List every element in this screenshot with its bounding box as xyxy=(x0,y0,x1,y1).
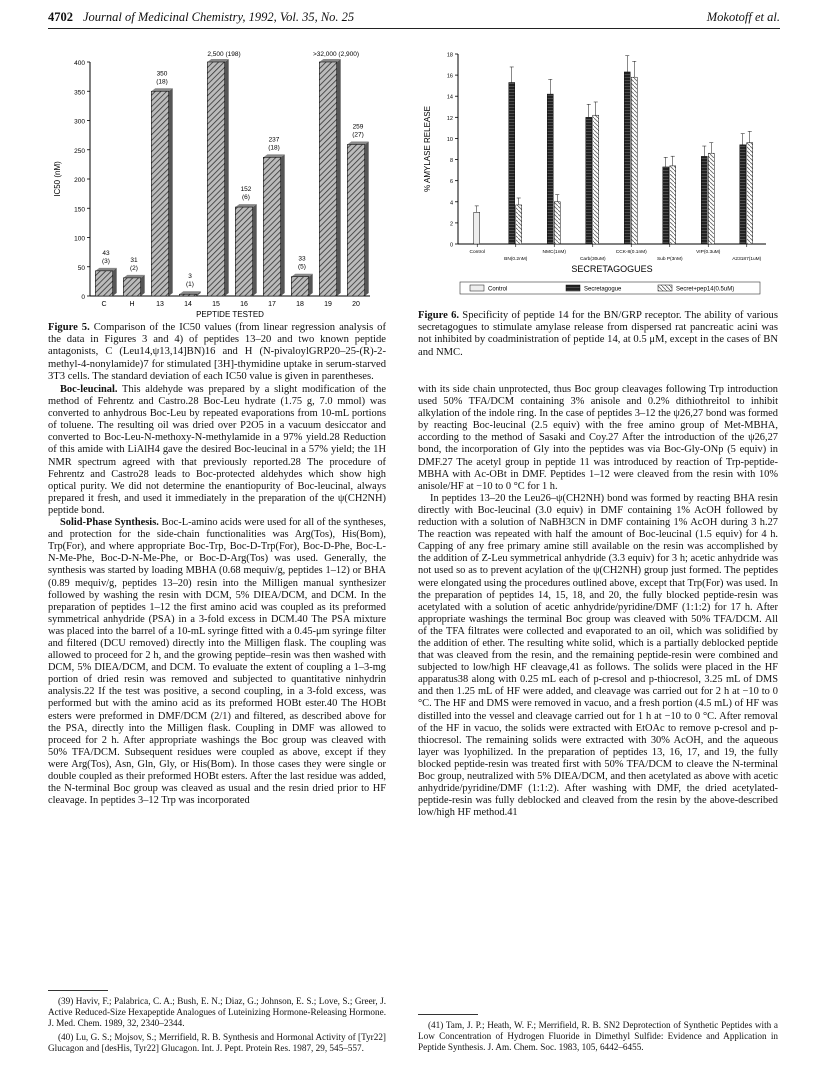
solid-phase-paragraph xyxy=(48,517,386,807)
figure-5-svg xyxy=(48,34,378,319)
x-tick-label: H xyxy=(129,301,135,308)
figure-6-caption xyxy=(418,310,778,359)
footnote-rule-right xyxy=(418,1014,478,1015)
bar-value-label: 259 xyxy=(352,123,364,131)
right-paragraph-2: In peptides 13–20 the Leu26–ψ(CH2NH) bond was formed by reacting BHA resin directly with Boc-leucinal (3.0 equiv) in DMF containing 1% AcOH followed by reduction with a solution of NaBH3CN in DMF containing 1% AcOH during 3 h.27 The reaction was repeated with half the amount of Boc-leucinal (1.5 equiv) for 4 h. Capping of any free primary amine still available on the resin was accomplished by the addition of Z-Leu symmetrical anhydride (3.3 equiv) for 3 h; acetic anhydride was not used so as to prevent acylation of the ψ(CH2NH) group just formed. The peptides were elongated using the procedures outlined above, except that Trp(For) was used. In the preparation of peptides 14, 15, 18, and 20, the fully blocked peptide-resin was acetylated with a solution of acetic anhydride/pyridine/DMF (1:1:2) for 17 h. After appropriate washings the terminal Boc group was cleaved with 50% TFA/DCM. All of the TFA filtrates were collected and evaporated to an oil, which was solidified by the addition of ether. The resulting white solid, which is a partially deblocked peptide that was cleaved from the resin, and the remaining peptide-resin were combined and subjected to low/high HF cleavage,41 as follows. The solids were placed in the HF apparatus38 along with 0.25 mL each of p-cresol and p-thiocresol, 3.25 mL of DMS and then 1.25 mL of HF were added, and cleavage was carried out for 2 h at −10 to 0 °C. The HF and DMS were removed in vacuo, and a fresh portion (4.5 mL) of HF was distilled into the vessel and cleavage carried out for 1 h at −10 to 0 °C. After removal of the HF in vacuo, the solids were extracted with EtOAc to remove p-cresol and p-thiocresol. The remaining solids were extracted with 30% AcOH, and the aqueous layer was lyophilized. In the preparation of peptides 13, 16, 17, and 19, the fully blocked peptide-resin was treated first with 50% TFA/DCM to cleave the N-terminal Boc group, neutralized with 5% DIEA/DCM, and then acetylated as above with acetic anhydride/pyridine/DMF (1:1:2). After washing with DMF, the dried acetylated-peptide-resin was fully deblocked and cleaved from the resin by the above-described low/high HF method.41 xyxy=(418,492,778,819)
bar xyxy=(747,143,753,244)
legend-label: Secretagogue xyxy=(584,286,622,293)
y-tick-label: 0 xyxy=(449,242,453,249)
x-tick-label: VIP(0.3uM) xyxy=(696,250,721,255)
bar-sd-label: (2) xyxy=(130,264,138,272)
figure-6-chart xyxy=(418,34,778,306)
bar-side xyxy=(169,88,173,296)
y-tick-label: 300 xyxy=(74,118,85,126)
figure-5-caption xyxy=(48,322,386,383)
y-tick-label: 150 xyxy=(74,206,85,214)
bar-sd-label: (18) xyxy=(156,78,168,86)
bar xyxy=(708,153,714,244)
bar-sd-label: (6) xyxy=(242,194,250,202)
bar-side xyxy=(337,59,341,296)
x-tick-label: 17 xyxy=(268,301,276,308)
y-tick-label: 0 xyxy=(81,294,85,301)
journal-citation: Journal of Medicinal Chemistry, 1992, Vol. 35, No. 25 xyxy=(83,10,355,24)
bar xyxy=(516,205,522,244)
bar-value-label: 237 xyxy=(268,136,280,144)
bar-side xyxy=(281,154,285,296)
y-tick-label: 16 xyxy=(446,73,453,80)
footnotes-left xyxy=(48,996,386,1057)
y-tick-label: 8 xyxy=(449,158,453,165)
bar-value-label: 350 xyxy=(156,70,168,78)
boc-leucinal-paragraph xyxy=(48,384,386,517)
bar xyxy=(235,207,252,296)
legend-swatch xyxy=(470,285,484,291)
page-number: 4702 xyxy=(48,10,73,24)
legend-swatch xyxy=(566,285,580,291)
figure-6-svg xyxy=(418,34,778,306)
bar-sd-label: (1) xyxy=(186,281,194,289)
bar-value-label: 43 xyxy=(102,249,110,257)
legend-label: Secret+pep14(0.5uM) xyxy=(676,286,735,293)
x-tick-label: 16 xyxy=(240,301,248,308)
footnote-40: (40) Lu, G. S.; Mojsov, S.; Merrifield, R. B. Synthesis and Hormonal Activity of [Tyr22] Glucagon and [desHis, Tyr22] Glucagon. Int. J. Pept. Protein Res. 1987, 29, 545–557. xyxy=(48,1032,386,1053)
figure-5-chart xyxy=(48,34,378,319)
bar xyxy=(95,271,112,296)
bar xyxy=(123,278,140,296)
x-tick-label: NMC(1nM) xyxy=(542,250,566,255)
footnote-39: (39) Haviv, F.; Palabrica, C. A.; Bush, E. N.; Diaz, G.; Johnson, E. S.; Love, S.; Greer, J. Active Reduced-Size Hexapeptide Analogues of Luteinizing Hormone-Releasing Hormone. J. Med. Chem. 1989, 32, 2340–2344. xyxy=(48,996,386,1028)
bar-value-label: 152 xyxy=(240,186,252,194)
bar xyxy=(554,202,560,244)
y-axis-title: IC50 (nM) xyxy=(53,161,62,197)
solid-phase-text: Boc-L-amino acids were used for all of the syntheses, and protection for the side-chain functionalities was Arg(Tos), His(Bom), Trp(For), and where appropriate Boc-Trp, Boc-D-Trp(For), Boc-D-Phe, Boc-L-N-Me-Phe, Boc-D-N-Me-Phe, or Boc-D-Arg(Tos) was used. Generally, the synthesis was started by loading MBHA (0.68 mequiv/g, peptides 1–12) or BHA (0.89 mequiv/g, peptides 13–20) resin into the Milligen manual synthesizer followed by washing the resin with DCM, 5% DIEA/DCM, and DCM. In the preparation of peptides 1–12 the first amino acid was coupled as its preformed symmetrical anhydride (PSA) in a 3-fold excess in DCM.40 The PSA mixture was placed into the barrel of a 10-mL syringe fitted with a 0.45-μm syringe filter and filtered (DCU removed) directly into the Milligen flask. The coupling was allowed to proceed for 2 h, and the growing peptide–resin was then washed with DCM, 5% DIEA/DCM, and DCM. To evaluate the extent of coupling a 1–3-mg portion of dried resin was removed and subjected to quantitative ninhydrin analysis.22 If the test was positive, a second coupling, in a 3-fold excess, was performed but with the amino acid as its preformed HOBt ester.40 The HOBt esters were preformed in DMF/DCM (2/1) and filtered, as described above for the PSA, directly into the Milligen flask. Coupling in DMF was allowed to proceed for 2 h. After appropriate washings the Boc group was cleaved with 50% TFA/DCM. Subsequent residues were coupled as above, except if they were Arg(Tos), Asn, Gln, Gly, or His(Bom). In those cases they were single or double coupled as their preformed HOBt esters. After the last residue was added, the N-terminal Boc group was cleaved as usual and the resin dried prior to HF cleavage. In peptides 3–12 Trp was incorporated xyxy=(48,517,386,807)
boc-leucinal-heading: Boc-leucinal. xyxy=(60,384,118,395)
figure-6-label: Figure 6. xyxy=(418,310,460,321)
bar-sd-label: (18) xyxy=(268,144,280,152)
footnote-41: (41) Tam, J. P.; Heath, W. F.; Merrifield, R. B. SN2 Deprotection of Synthetic Peptides with a Low Concentration of Hydrogen Fluoride in Dimethyl Sulfide: Evidence and Application in Peptide Synthesis. J. Am. Chem. Soc. 1983, 105, 6442–6455. xyxy=(418,1020,778,1052)
y-tick-label: 100 xyxy=(74,235,85,243)
y-tick-label: 14 xyxy=(446,94,453,101)
y-tick-label: 350 xyxy=(74,89,85,97)
x-tick-label: BN(0.2nM) xyxy=(504,257,528,262)
bar xyxy=(347,144,364,296)
bar-side xyxy=(113,268,117,296)
bar xyxy=(263,157,280,296)
y-tick-label: 12 xyxy=(446,115,453,122)
bar-sd-label: (5) xyxy=(298,263,306,271)
bar xyxy=(509,83,515,245)
legend-label: Control xyxy=(488,286,508,293)
bar xyxy=(701,156,707,244)
footnote-rule-left xyxy=(48,990,108,991)
bar-sd-label: (27) xyxy=(352,131,364,139)
bar-sd-label: (3) xyxy=(102,257,110,265)
x-tick-label: Carb(30uM) xyxy=(579,257,606,262)
right-paragraph-1: with its side chain unprotected, thus Boc group cleavages following Trp introduction used 50% TFA/DCM containing 3% anisole and 0.2% dithiothreitol to inhibit alkylation of the indole ring. In the case of peptides 3–12 the ψ26,27 bond was formed by reacting Boc-leucinal (2.5 equiv) with the free amino group of Met-MBHA, according to the method of Sasaki and Coy.27 After the introduction of the ψ26,27 bond, the incorporation of Gly into the peptides was via Boc-Gly-ONp (5 equiv) in DMF.27 The acetyl group in peptide 11 was introduced by reaction of Trp-peptide-MBHA with Ac-OBt in DMF. Peptides 1–12 were cleaved from the resin with 10% anisole/HF at −10 to 0 °C for 1 h. xyxy=(418,384,778,492)
y-tick-label: 4 xyxy=(449,200,453,207)
figure-6-caption-text: Specificity of peptide 14 for the BN/GRP receptor. The ability of various secretagogues to stimulate amylase release from dispersed rat pancreatic acini was not inhibited by coadministration of peptide 14, at 0.5 μM, except in the cases of BN and NMC. xyxy=(418,310,778,358)
solid-phase-heading: Solid-Phase Synthesis. xyxy=(60,517,159,529)
x-tick-label: 13 xyxy=(156,301,164,308)
x-tick-label: A23187(1uM) xyxy=(732,257,762,262)
bar xyxy=(474,212,480,244)
x-tick-label: CCK-8(0.1nM) xyxy=(615,250,647,255)
x-axis-title: PEPTIDE TESTED xyxy=(196,310,264,319)
bar-value-label: 3 xyxy=(188,273,192,281)
x-tick-label: Sub P(3nM) xyxy=(656,257,683,262)
left-column xyxy=(48,384,386,807)
x-tick-label: 15 xyxy=(212,301,220,308)
figure-5-label: Figure 5. xyxy=(48,322,90,333)
y-tick-label: 6 xyxy=(449,179,453,186)
bar xyxy=(631,77,637,244)
y-tick-label: 2 xyxy=(449,221,453,228)
y-tick-label: 400 xyxy=(74,60,85,67)
bar-value-label: 33 xyxy=(298,255,306,263)
bar xyxy=(663,167,669,244)
x-tick-label: 20 xyxy=(352,301,360,308)
y-tick-label: 18 xyxy=(446,52,453,59)
bar xyxy=(740,145,746,244)
bar-side xyxy=(253,204,257,296)
y-tick-label: 200 xyxy=(74,177,85,184)
bar xyxy=(547,94,553,244)
bar-side xyxy=(309,274,313,296)
x-tick-label: 19 xyxy=(324,301,332,308)
bar-side xyxy=(141,275,145,296)
x-tick-label: 14 xyxy=(184,301,192,308)
bar-value-label: 2,500 (198) xyxy=(207,51,241,58)
bar xyxy=(593,115,599,244)
figure-5-caption-text: Comparison of the IC50 values (from linear regression analysis of the data in Figures 3 and 4) of peptides 13–20 and two known peptide antagonists, C (Leu14,ψ13,14]BN)16 and H (N-pivaloylGRP20–25-(R)-2-methyl-4-nonylamide)7 for stimulated [3H]-thymidine uptake in serum-starved 3T3 cells. The standard deviation of each IC50 value is given in parentheses. xyxy=(48,322,386,382)
bar xyxy=(291,277,308,296)
footnotes-right xyxy=(418,1020,778,1056)
legend-swatch xyxy=(658,285,672,291)
bar xyxy=(586,117,592,244)
y-tick-label: 50 xyxy=(77,264,85,272)
authors-running-head: Mokotoff et al. xyxy=(706,10,780,24)
bar-side xyxy=(365,141,369,296)
bar xyxy=(624,72,630,244)
bar-value-label: 31 xyxy=(130,256,138,264)
y-tick-label: 10 xyxy=(446,136,453,143)
x-tick-label: Control xyxy=(469,250,485,255)
bar xyxy=(207,62,224,296)
bar-side xyxy=(225,59,229,296)
running-header xyxy=(48,8,780,29)
boc-leucinal-text: This aldehyde was prepared by a slight modification of the method of Fehrentz and Castro.28 Boc-Leu hydrate (1.75 g, 7.0 mmol) was converted to anhydrous Boc-Leu by repeated evaporations from 10-mL portions of toluene. The resulting oil was dried over P2O5 in a vacuum desiccator and converted to Boc-Leu-N-methoxy-N-methylamide in a 97% yield.28 Reduction of this amide with LiAlH4 gave the desired Boc-leucinal in a 57% yield; the 1H NMR spectrum agreed with that previously reported.28 The procedure of Fehrentz and Castro28 leads to Boc-protected aldehydes which show high optical purity. We did not determine the enantiopurity of Boc-leucinal, always prepared it fresh, and used it immediately in the preparation of the ψ(CH2NH) peptide bond. xyxy=(48,384,386,516)
bar-value-label: >32,000 (2,900) xyxy=(312,51,360,58)
bar xyxy=(670,166,676,244)
bar xyxy=(179,294,196,296)
y-axis-title: % AMYLASE RELEASE xyxy=(423,106,432,192)
x-axis-title: SECRETAGOGUES xyxy=(571,264,653,274)
bar xyxy=(151,91,168,296)
x-tick-label: 18 xyxy=(296,301,304,308)
bar xyxy=(319,62,336,296)
x-tick-label: C xyxy=(101,301,107,308)
y-tick-label: 250 xyxy=(74,147,85,155)
right-column xyxy=(418,384,778,819)
